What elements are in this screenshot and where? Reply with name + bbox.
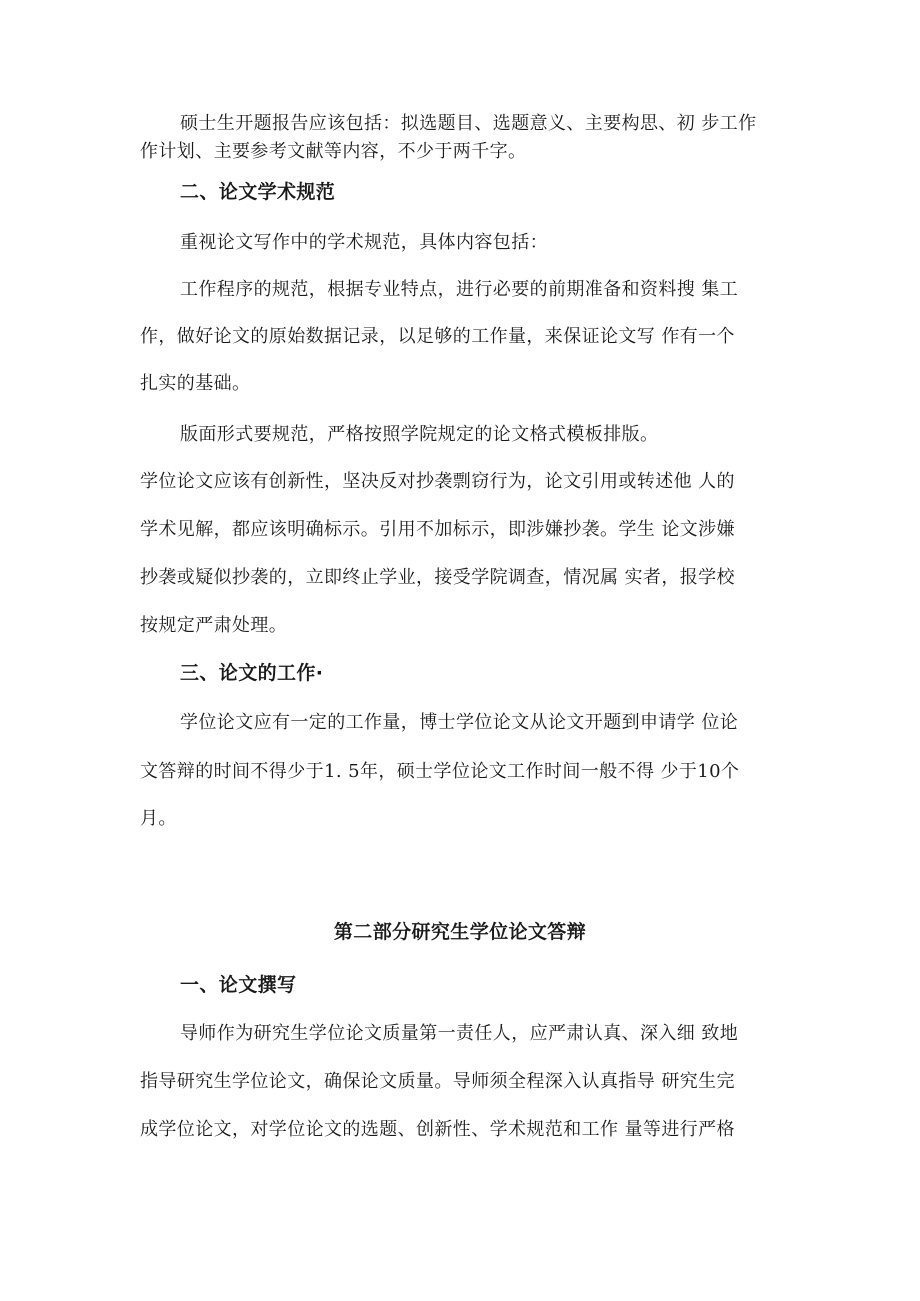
paragraph-line: 成学位论文，对学位论文的选题、创新性、学术规范和工作 量等进行严格 xyxy=(140,1119,735,1140)
paragraph-line: 硕士生开题报告应该包括：拟选题目、选题意义、主要构思、初 步工作 xyxy=(180,113,757,134)
paragraph-line: 学位论文应有一定的工作量，博士学位论文从论文开题到申请学 位论 xyxy=(180,712,739,733)
paragraph-line: 文答辩的时间不得少于1. 5年，硕士学位论文工作时间一般不得 少于10个 xyxy=(140,761,740,782)
paragraph-line: 学术见解，都应该明确标示。引用不加标示，即涉嫌抄袭。学生 论文涉嫌 xyxy=(140,519,735,540)
section-heading-writing: 一、论文撰写 xyxy=(180,974,297,996)
paragraph-line: 作计划、主要参考文献等内容，不少于两千字。 xyxy=(140,141,527,162)
section-heading-academic: 二、论文学术规范 xyxy=(180,181,336,203)
paragraph-line: 月。 xyxy=(140,808,177,829)
paragraph-line: 指导研究生学位论文，确保论文质量。导师须全程深入认真指导 研究生完 xyxy=(140,1071,735,1092)
part-title: 第二部分研究生学位论文答辩 xyxy=(333,921,587,943)
paragraph-line: 版面形式要规范，严格按照学院规定的论文格式模板排版。 xyxy=(180,424,659,445)
paragraph-line: 重视论文写作中的学术规范，具体内容包括： xyxy=(180,232,548,253)
paragraph-line: 学位论文应该有创新性，坚决反对抄袭剽窃行为，论文引用或转述他 人的 xyxy=(140,471,735,492)
section-heading-work: 三、论文的工作· xyxy=(180,662,324,684)
paragraph-line: 扎实的基础。 xyxy=(140,373,251,394)
paragraph-line: 工作程序的规范，根据专业特点，进行必要的前期准备和资料搜 集工 xyxy=(180,279,739,300)
paragraph-line: 抄袭或疑似抄袭的，立即终止学业，接受学院调查，情况属 实者，报学校 xyxy=(140,567,735,588)
paragraph-line: 按规定严肃处理。 xyxy=(140,615,288,636)
paragraph-line: 作，做好论文的原始数据记录，以足够的工作量，来保证论文写 作有一个 xyxy=(140,326,735,347)
paragraph-line: 导师作为研究生学位论文质量第一责任人，应严肃认真、深入细 致地 xyxy=(180,1023,739,1044)
